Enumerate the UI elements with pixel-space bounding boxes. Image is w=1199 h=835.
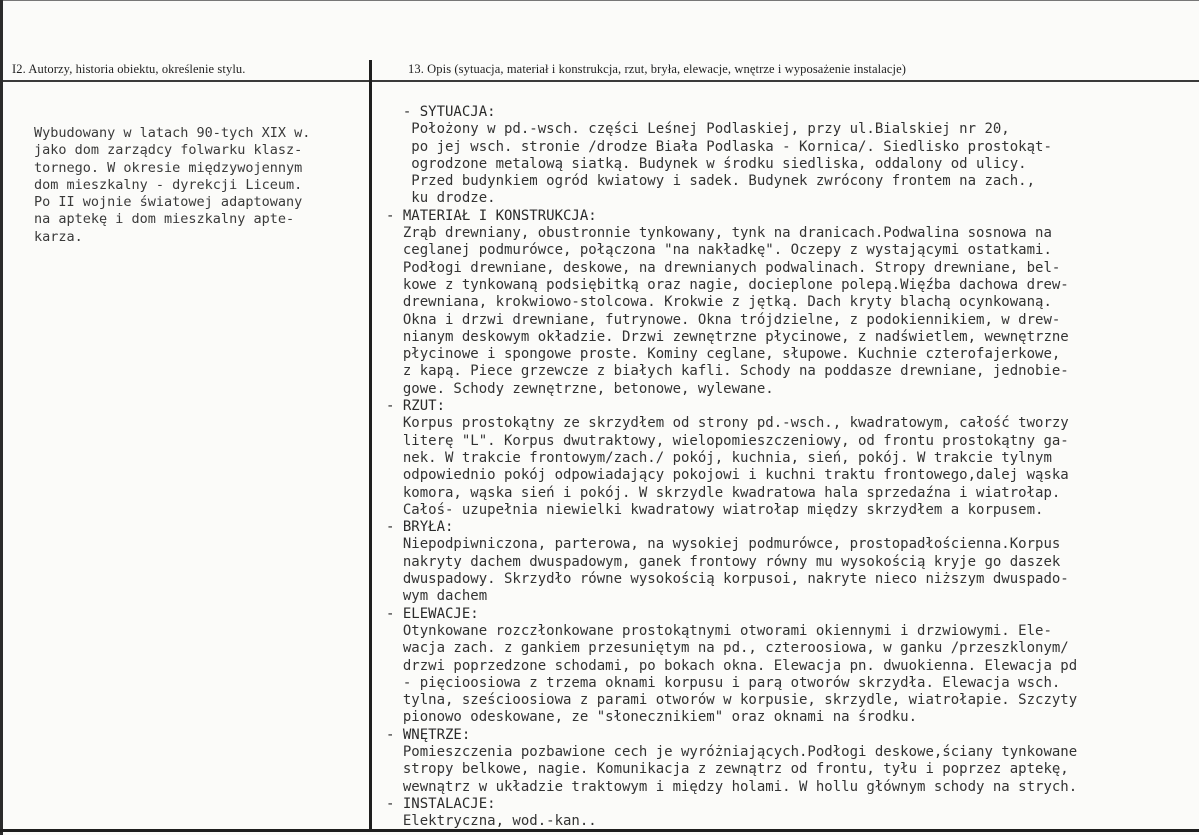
description-line: komora, wąska sień i pokój. W skrzydle kwadratowa hala sprzedaźna i wiatrołap.: [386, 484, 1061, 501]
history-text: [34, 125, 368, 246]
description-line: ceglanej podmurówce, połączona "na nakładkę". Oczepy z wystającymi ostatkami.: [386, 242, 1052, 259]
description-line: Pomieszczenia pozbawione cech je wyróżniających.Podłogi deskowe,ściany tynkowane: [386, 743, 1078, 760]
description-line: tylna, sześcioosiowa z parami otworów w korpusie, skrzydle, wiatrołapie. Szczyty: [386, 692, 1078, 709]
section-13-header: 13. Opis (sytuacja, materiał i konstrukcja, rzut, bryła, elewacje, wnętrze i wyposażenie instalacje): [408, 62, 906, 76]
description-line: - INSTALACJE:: [386, 795, 496, 812]
history-line: karza.: [34, 228, 83, 245]
description-line: wacja zach. z gankiem przesuniętym na pd., czteroosiowa, w ganku /przeszklonym/: [386, 640, 1069, 657]
description-line: Niepodpiwniczona, parterowa, na wysokiej podmurówce, prostopadłościenna.Korpus: [386, 536, 1061, 553]
description-line: nek. W trakcie frontowym/zach./ pokój, kuchnia, sień, pokój. W trakcie tylnym: [386, 449, 1052, 466]
description-text: [386, 104, 1196, 830]
history-line: Wybudowany w latach 90-tych XIX w.: [34, 125, 311, 141]
description-line: Zrąb drewniany, obustronnie tynkowany, tynk na dranicach.Podwalina sosnowa na: [386, 225, 1052, 242]
description-line: - WNĘTRZE:: [386, 726, 471, 743]
description-line: - RZUT:: [386, 398, 446, 415]
description-line: Korpus prostokątny ze skrzydłem od strony pd.-wsch., kwadratowym, całość tworzy: [386, 415, 1069, 432]
description-line: - SYTUACJA:: [386, 104, 496, 120]
description-line: - ELEWACJE:: [386, 605, 479, 622]
history-line: dom mieszkalny - dyrekcji Liceum.: [34, 176, 303, 193]
description-line: nianym deskowym okładzie. Drzwi zewnętrzne płycinowe, z nadświetlem, wewnętrzne: [386, 328, 1069, 345]
history-line: tornego. W okresie międzywojennym: [34, 159, 303, 176]
description-line: drewniana, krokwiowo-stolcowa. Krokwie z jętką. Dach kryty blachą ocynkowaną.: [386, 294, 1052, 311]
top-border: [0, 0, 1199, 1]
description-line: Okna i drzwi drewniane, futrynowe. Okna trójdzielne, z podokiennikiem, w drew-: [386, 311, 1061, 328]
description-line: odpowiednio pokój odpowiadający pokojowi i kuchni traktu frontowego,dalej wąska: [386, 467, 1069, 484]
description-line: Przed budynkiem ogród kwiatowy i sadek. Budynek zwrócony frontem na zach.,: [386, 173, 1036, 190]
description-line: Całoś- uzupełnia niewielki kwadratowy wiatrołap między skrzydłem a korpusem.: [386, 501, 1044, 518]
left-border: [0, 0, 3, 835]
description-line: płycinowe i spongowe proste. Kominy ceglane, słupowe. Kuchnie czterofajerkowe,: [386, 346, 1061, 363]
section-12-header: I2. Autorzy, historia obiektu, określenie stylu.: [12, 62, 246, 76]
description-line: gowe. Schody zewnętrzne, betonowe, wylewane.: [386, 380, 774, 397]
description-line: wewnątrz w układzie traktowym i między holami. W hollu głównym schody na strych.: [386, 778, 1078, 795]
description-line: drzwi poprzedzone schodami, po bokach okna. Elewacja pn. dwuokienna. Elewacja pd: [386, 657, 1078, 674]
description-line: kowe z tynkowaną podsiębitką oraz nagie, docieplone polepą.Więźba dachowa drew-: [386, 276, 1069, 293]
description-line: - BRYŁA:: [386, 519, 454, 536]
description-line: pionowo odeskowane, ze "słonecznikiem" oraz oknami na środku.: [386, 709, 918, 726]
description-line: dwuspadowy. Skrzydło równe wysokością korpusoi, nakryte nieco niższym dwuspado-: [386, 571, 1069, 588]
description-line: Otynkowane rozczłonkowane prostokątnymi otworami okiennymi i drzwiowymi. Ele-: [386, 622, 1052, 639]
description-line: literę "L". Korpus dwutraktowy, wielopomieszczeniowy, od frontu prostokątny ga-: [386, 432, 1069, 449]
description-line: nakryty dachem dwuspadowym, ganek frontowy równy mu wysokością kryje go daszek: [386, 553, 1061, 570]
header-rule: [3, 80, 1199, 82]
description-line: ku drodze.: [386, 190, 496, 207]
history-line: na aptekę i dom mieszkalny apte-: [34, 211, 295, 228]
description-line: stropy belkowe, nagie. Komunikacja z zewnątrz od frontu, tyłu i poprzez aptekę,: [386, 761, 1069, 778]
description-line: Elektryczna, wod.-kan..: [386, 813, 597, 830]
description-line: po jej wsch. stronie /drodze Biała Podlaska - Kornica/. Siedlisko prostokąt-: [386, 138, 1052, 155]
description-line: Podłogi drewniane, deskowe, na drewnianych podwalinach. Stropy drewniane, bel-: [386, 259, 1061, 276]
history-line: Po II wojnie światowej adaptowany: [34, 194, 303, 211]
description-line: ogrodzone metalową siatką. Budynek w środku siedliska, oddalony od ulicy.: [386, 155, 1027, 172]
description-line: Położony w pd.-wsch. części Leśnej Podlaskiej, przy ul.Bialskiej nr 20,: [386, 121, 1010, 138]
column-divider: [369, 60, 372, 832]
description-line: wym dachem: [386, 588, 488, 605]
description-line: - pięcioosiowa z trzema oknami korpusu i parą otworów skrzydła. Elewacja wsch.: [386, 674, 1061, 691]
history-line: jako dom zarządcy folwarku klasz-: [34, 142, 303, 159]
description-line: - MATERIAŁ I KONSTRUKCJA:: [386, 207, 597, 224]
description-line: z kapą. Piece grzewcze z białych kafli. Schody na poddasze drewniane, jednobie-: [386, 363, 1069, 380]
